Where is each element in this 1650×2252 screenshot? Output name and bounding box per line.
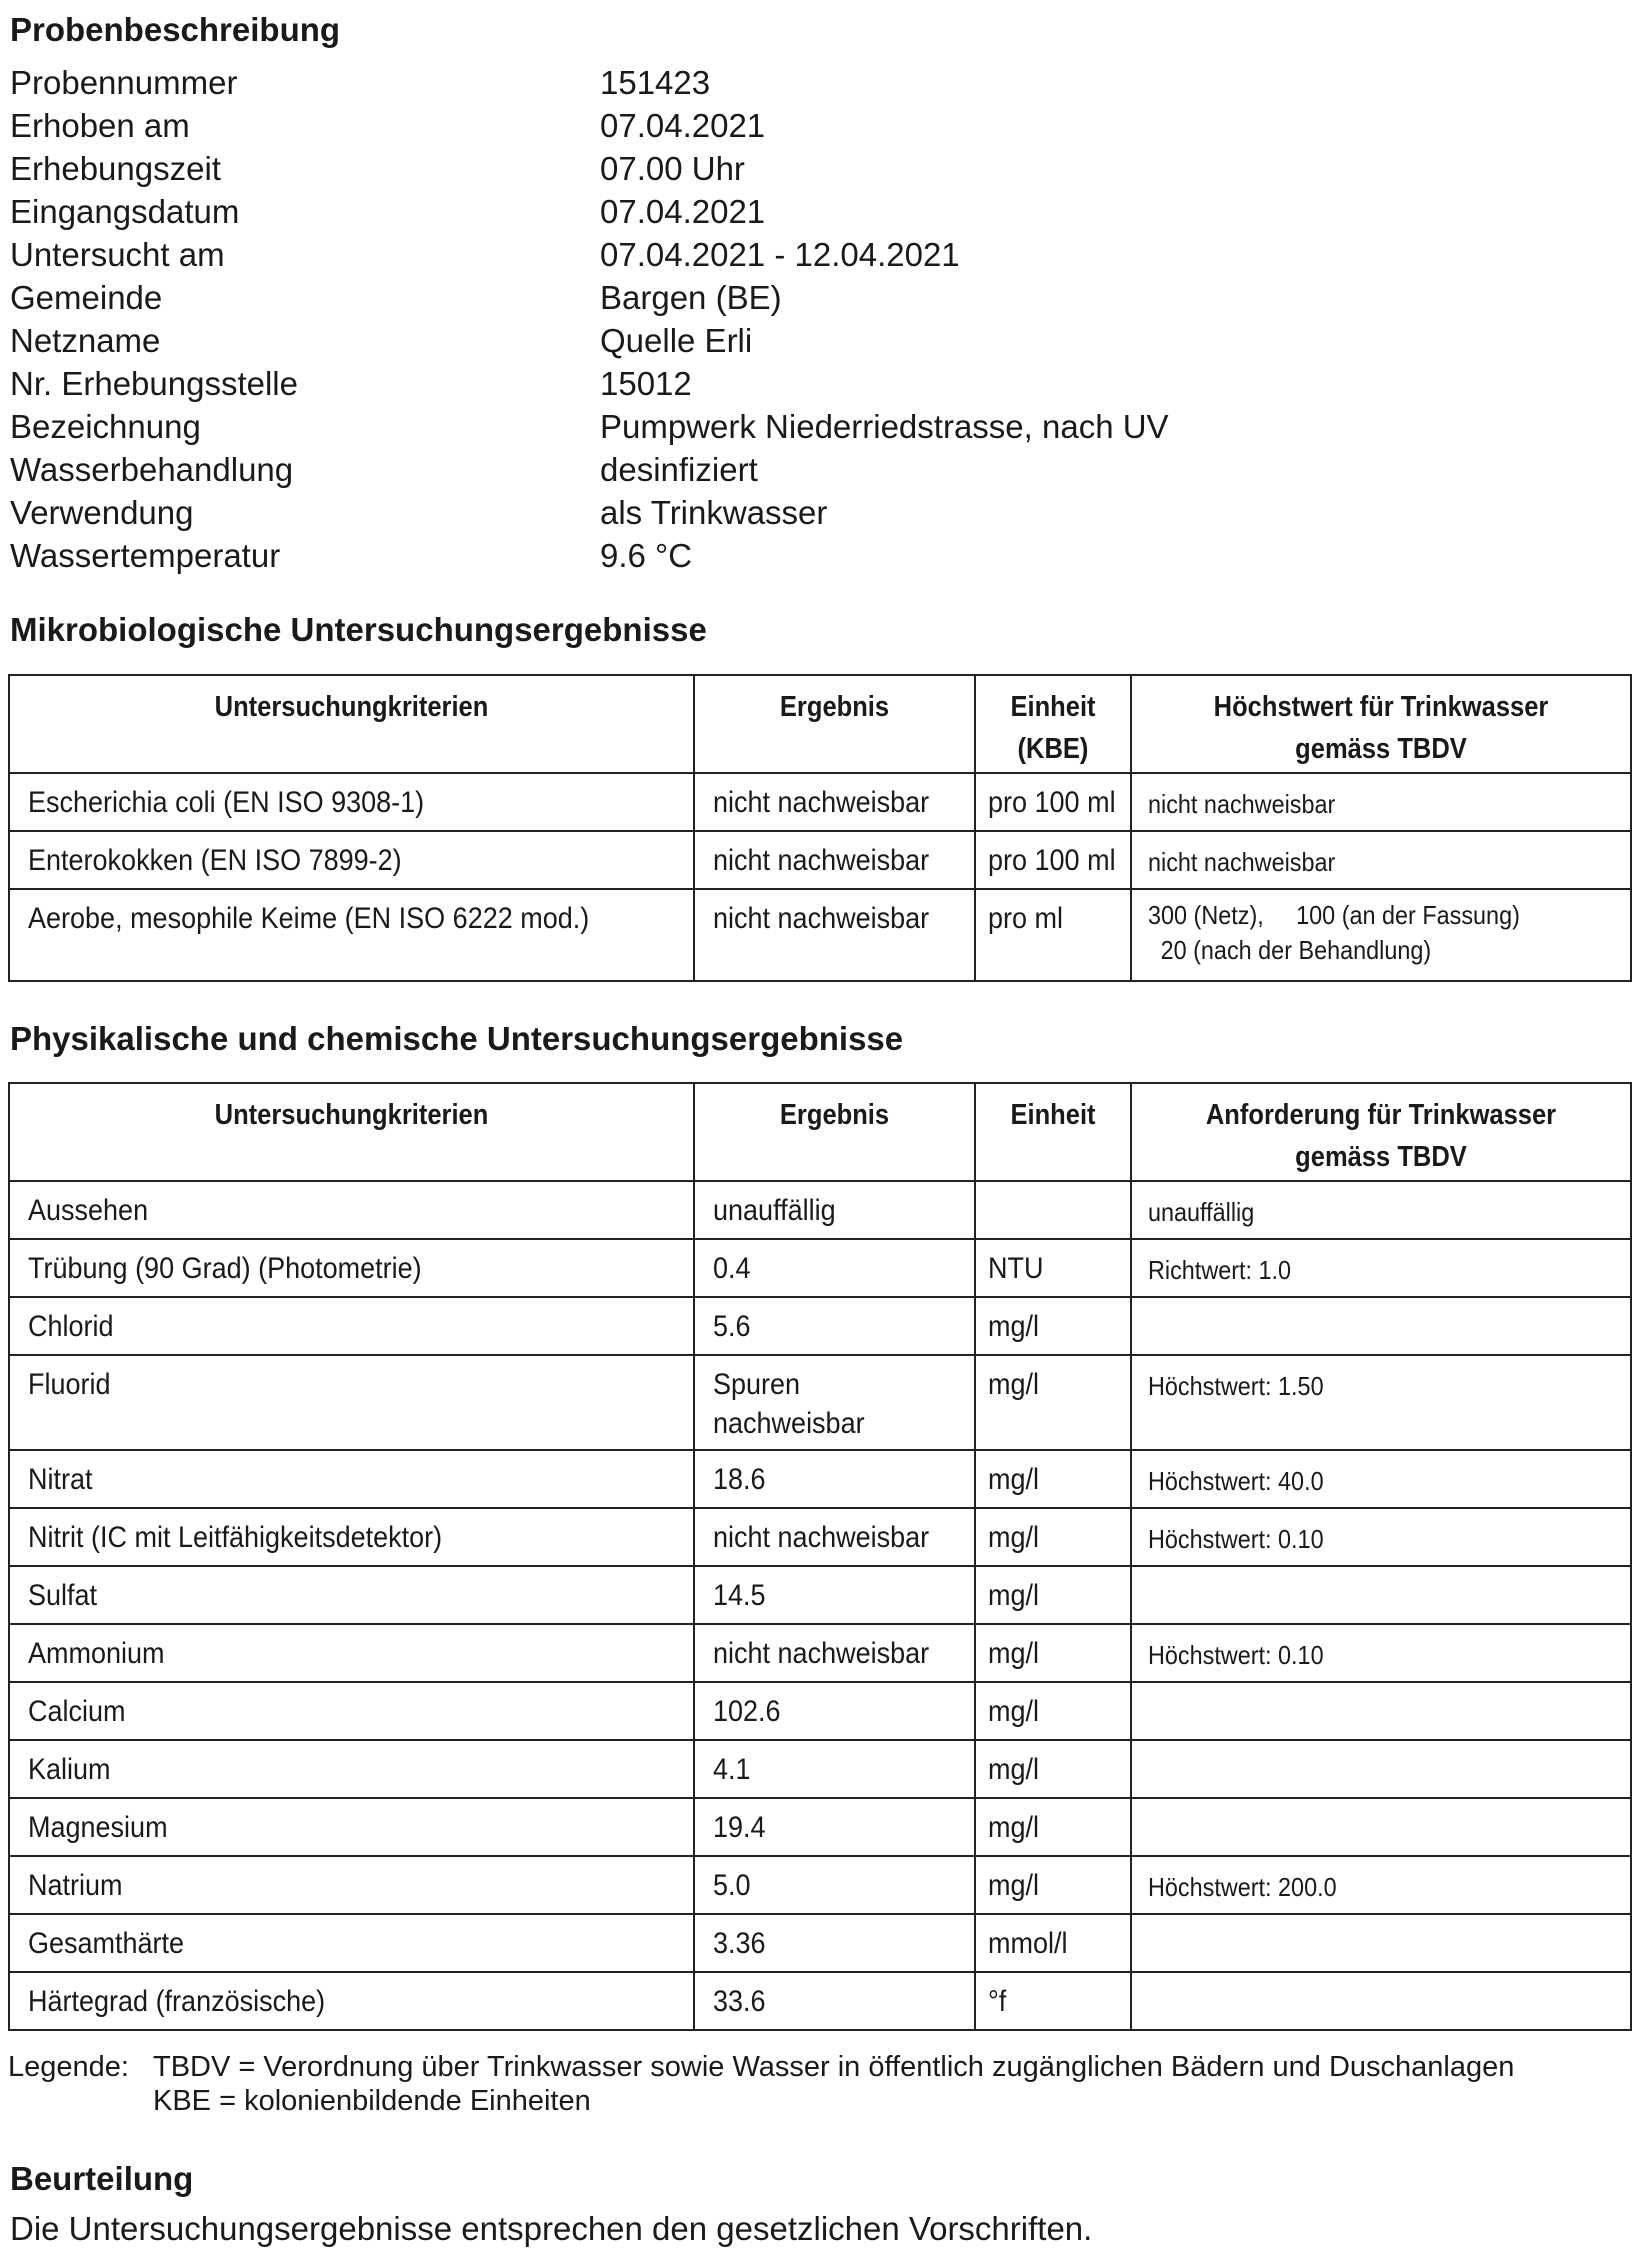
sample-row xyxy=(10,233,1250,276)
result-cell: nicht nachweisbar xyxy=(694,831,975,889)
sample-value: 07.04.2021 xyxy=(600,193,766,230)
sample-value: 07.00 Uhr xyxy=(600,150,745,187)
result-cell: 4.1 xyxy=(694,1740,975,1798)
table-row xyxy=(9,1355,1631,1450)
criteria-cell: Enterokokken (EN ISO 7899-2) xyxy=(9,831,694,889)
sample-row xyxy=(10,61,1250,104)
requirement-cell: Höchstwert: 40.0 xyxy=(1131,1450,1631,1508)
sample-value: als Trinkwasser xyxy=(600,494,828,531)
unit-cell: mg/l xyxy=(975,1508,1131,1566)
requirement-cell: Höchstwert: 0.10 xyxy=(1131,1508,1631,1566)
sample-label: Eingangsdatum xyxy=(10,193,240,230)
table-row xyxy=(9,1740,1631,1798)
criteria-cell: Trübung (90 Grad) (Photometrie) xyxy=(9,1239,694,1297)
table-row xyxy=(9,1297,1631,1355)
sample-row xyxy=(10,319,1250,362)
result-cell: 102.6 xyxy=(694,1682,975,1740)
unit-cell xyxy=(975,1181,1131,1239)
column-header-result: Ergebnis xyxy=(711,675,958,773)
table-row xyxy=(9,773,1631,831)
sample-value: Quelle Erli xyxy=(600,322,753,359)
physical-chemical-table xyxy=(8,1082,1632,2031)
sample-label: Nr. Erhebungsstelle xyxy=(10,365,298,402)
unit-cell: pro ml xyxy=(975,889,1131,981)
table-row xyxy=(9,889,1631,981)
criteria-cell: Härtegrad (französische) xyxy=(9,1972,694,2030)
criteria-cell: Gesamthärte xyxy=(9,1914,694,1972)
criteria-cell: Sulfat xyxy=(9,1566,694,1624)
unit-cell: mg/l xyxy=(975,1624,1131,1682)
sample-row xyxy=(10,448,1250,491)
unit-cell: mmol/l xyxy=(975,1914,1131,1972)
unit-cell: mg/l xyxy=(975,1355,1131,1450)
table-row xyxy=(9,1972,1631,2030)
sample-row xyxy=(10,276,1250,319)
table-row xyxy=(9,1566,1631,1624)
table-row xyxy=(9,1914,1631,1972)
sample-value: Bargen (BE) xyxy=(600,279,782,316)
result-cell: 5.0 xyxy=(694,1856,975,1914)
result-cell: nicht nachweisbar xyxy=(694,1508,975,1566)
column-header-limit: Höchstwert für Trinkwasser gemäss TBDV xyxy=(1161,675,1601,773)
requirement-cell: unauffällig xyxy=(1131,1181,1631,1239)
sample-value: Pumpwerk Niederriedstrasse, nach UV xyxy=(600,408,1169,445)
requirement-cell xyxy=(1131,1914,1631,1972)
sample-description-list xyxy=(10,61,1250,577)
criteria-cell: Fluorid xyxy=(9,1355,694,1450)
criteria-cell: Nitrat xyxy=(9,1450,694,1508)
sample-label: Bezeichnung xyxy=(10,408,201,445)
sample-value: 15012 xyxy=(600,365,692,402)
requirement-cell xyxy=(1131,1297,1631,1355)
unit-cell: mg/l xyxy=(975,1740,1131,1798)
legend-line xyxy=(8,2084,1514,2118)
column-header-result: Ergebnis xyxy=(711,1083,958,1181)
table-row xyxy=(9,1450,1631,1508)
table-row xyxy=(9,1798,1631,1856)
criteria-cell: Chlorid xyxy=(9,1297,694,1355)
sample-row xyxy=(10,491,1250,534)
criteria-cell: Aerobe, mesophile Keime (EN ISO 6222 mod.) xyxy=(9,889,694,981)
sample-label: Wassertemperatur xyxy=(10,537,281,574)
column-header-unit: Einheit (KBE) xyxy=(984,675,1121,773)
legend-prefix: Legende: xyxy=(8,2051,129,2083)
requirement-cell xyxy=(1131,1972,1631,2030)
criteria-cell: Kalium xyxy=(9,1740,694,1798)
sample-row xyxy=(10,190,1250,233)
requirement-cell: Höchstwert: 0.10 xyxy=(1131,1624,1631,1682)
sample-description-heading: Probenbeschreibung xyxy=(10,11,341,48)
criteria-cell: Magnesium xyxy=(9,1798,694,1856)
criteria-cell: Natrium xyxy=(9,1856,694,1914)
legend-text-kbe: KBE = kolonienbildende Einheiten xyxy=(153,2085,591,2117)
table-row xyxy=(9,1624,1631,1682)
table-row xyxy=(9,1181,1631,1239)
sample-row xyxy=(10,405,1250,448)
table-row xyxy=(9,1239,1631,1297)
sample-label: Erhoben am xyxy=(10,107,190,144)
requirement-cell xyxy=(1131,1566,1631,1624)
legend-text-tbdv: TBDV = Verordnung über Trinkwasser sowie Wasser in öffentlich zugänglichen Bädern und Duschanlagen xyxy=(153,2051,1515,2083)
result-cell: 5.6 xyxy=(694,1297,975,1355)
limit-cell: 300 (Netz), 100 (an der Fassung) 20 (nach der Behandlung) xyxy=(1131,889,1631,981)
result-cell: 3.36 xyxy=(694,1914,975,1972)
sample-row xyxy=(10,362,1250,405)
microbiology-heading: Mikrobiologische Untersuchungsergebnisse xyxy=(10,611,707,648)
table-row xyxy=(9,1508,1631,1566)
sample-row xyxy=(10,104,1250,147)
result-cell: 33.6 xyxy=(694,1972,975,2030)
assessment-text: Die Untersuchungsergebnisse entsprechen den gesetzlichen Vorschriften. xyxy=(10,2210,1093,2247)
sample-value: 07.04.2021 xyxy=(600,107,766,144)
table-row xyxy=(9,1856,1631,1914)
unit-cell: mg/l xyxy=(975,1450,1131,1508)
unit-cell: °f xyxy=(975,1972,1131,2030)
result-cell: Spuren nachweisbar xyxy=(694,1355,975,1450)
column-header-criteria: Untersuchungkriterien xyxy=(50,675,653,773)
result-cell: 18.6 xyxy=(694,1450,975,1508)
result-cell: unauffällig xyxy=(694,1181,975,1239)
unit-cell: pro 100 ml xyxy=(975,773,1131,831)
result-cell: 14.5 xyxy=(694,1566,975,1624)
sample-label: Verwendung xyxy=(10,494,194,531)
requirement-cell xyxy=(1131,1682,1631,1740)
unit-cell: NTU xyxy=(975,1239,1131,1297)
unit-cell: mg/l xyxy=(975,1682,1131,1740)
legend-line xyxy=(8,2050,1514,2084)
sample-label: Erhebungszeit xyxy=(10,150,221,187)
table-header-row xyxy=(9,675,1631,773)
microbiology-table xyxy=(8,674,1632,982)
result-cell: nicht nachweisbar xyxy=(694,889,975,981)
table-row xyxy=(9,831,1631,889)
sample-label: Probennummer xyxy=(10,64,238,101)
result-cell: nicht nachweisbar xyxy=(694,773,975,831)
limit-cell: nicht nachweisbar xyxy=(1131,831,1631,889)
requirement-cell: Richtwert: 1.0 xyxy=(1131,1239,1631,1297)
sample-value: desinfiziert xyxy=(600,451,758,488)
column-header-unit: Einheit xyxy=(984,1083,1121,1181)
sample-label: Untersucht am xyxy=(10,236,225,273)
criteria-cell: Ammonium xyxy=(9,1624,694,1682)
unit-cell: mg/l xyxy=(975,1566,1131,1624)
result-cell: 19.4 xyxy=(694,1798,975,1856)
criteria-cell: Escherichia coli (EN ISO 9308-1) xyxy=(9,773,694,831)
sample-value: 9.6 °C xyxy=(600,537,693,574)
criteria-cell: Nitrit (IC mit Leitfähigkeitsdetektor) xyxy=(9,1508,694,1566)
table-header-row xyxy=(9,1083,1631,1181)
sample-label: Gemeinde xyxy=(10,279,163,316)
sample-label: Wasserbehandlung xyxy=(10,451,294,488)
sample-row xyxy=(10,534,1250,577)
unit-cell: mg/l xyxy=(975,1798,1131,1856)
requirement-cell xyxy=(1131,1798,1631,1856)
table-row xyxy=(9,1682,1631,1740)
legend xyxy=(8,2050,1514,2118)
unit-cell: mg/l xyxy=(975,1297,1131,1355)
sample-value: 151423 xyxy=(600,64,711,101)
sample-value: 07.04.2021 - 12.04.2021 xyxy=(600,236,960,273)
limit-cell: nicht nachweisbar xyxy=(1131,773,1631,831)
unit-cell: mg/l xyxy=(975,1856,1131,1914)
result-cell: 0.4 xyxy=(694,1239,975,1297)
requirement-cell: Höchstwert: 1.50 xyxy=(1131,1355,1631,1450)
sample-label: Netzname xyxy=(10,322,161,359)
requirement-cell: Höchstwert: 200.0 xyxy=(1131,1856,1631,1914)
criteria-cell: Calcium xyxy=(9,1682,694,1740)
column-header-criteria: Untersuchungkriterien xyxy=(50,1083,653,1181)
result-cell: nicht nachweisbar xyxy=(694,1624,975,1682)
criteria-cell: Aussehen xyxy=(9,1181,694,1239)
requirement-cell xyxy=(1131,1740,1631,1798)
assessment-heading: Beurteilung xyxy=(10,2160,194,2197)
column-header-requirement: Anforderung für Trinkwasser gemäss TBDV xyxy=(1161,1083,1601,1181)
sample-row xyxy=(10,147,1250,190)
physical-chemical-heading: Physikalische und chemische Untersuchungsergebnisse xyxy=(10,1020,904,1057)
unit-cell: pro 100 ml xyxy=(975,831,1131,889)
